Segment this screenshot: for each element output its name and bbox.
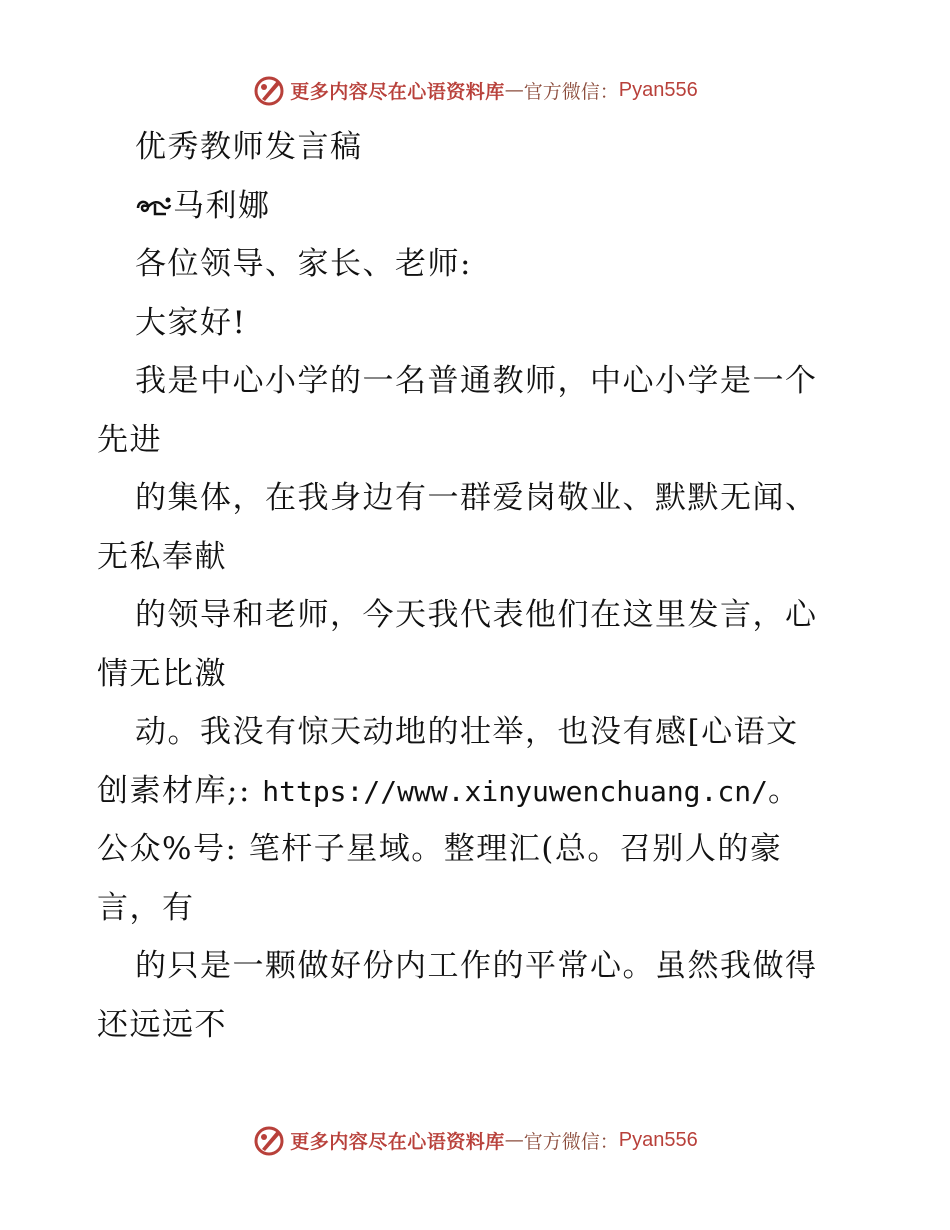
paragraph-line: 的只是一颗做好份内工作的平常心。虽然我做得 — [135, 948, 818, 984]
wechat-id: Pyan556 — [618, 1128, 698, 1151]
wechat-label: 官方微信： — [523, 1130, 619, 1153]
header-banner — [0, 70, 950, 110]
paragraph-line: 还远远不 — [97, 1006, 227, 1043]
salutation: 各位领导、家长、老师: — [135, 246, 472, 282]
paragraph-line: 的领导和老师，今天我代表他们在这里发言，心 — [135, 597, 818, 633]
document-title: 优秀教师发言稿 — [135, 129, 363, 165]
scroll-ornament-icon — [135, 192, 173, 218]
brush-pen-logo-icon — [252, 73, 286, 107]
paragraph-line: 言，有 — [97, 889, 195, 926]
paragraph-line-with-url — [97, 762, 887, 821]
banner-dash: — — [504, 79, 524, 101]
paragraph-line: 先进 — [97, 421, 162, 458]
paragraph-line: 情无比激 — [97, 655, 227, 692]
greeting: 大家好! — [135, 304, 247, 341]
banner-dash: — — [504, 1129, 524, 1151]
author-line — [97, 177, 887, 236]
footer-banner — [0, 1120, 950, 1160]
period: 。 — [767, 772, 801, 809]
banner-text: 更多内容尽在心语资料库 — [290, 80, 505, 103]
author-name: 马利娜 — [173, 187, 271, 224]
wechat-id: Pyan556 — [618, 78, 698, 101]
paragraph-line: 我是中心小学的一名普通教师，中心小学是一个 — [135, 363, 818, 399]
brush-pen-logo-icon — [252, 1123, 286, 1157]
paragraph-line: 无私奉献 — [97, 538, 227, 575]
wechat-label: 官方微信： — [523, 80, 619, 103]
paragraph-line: 公众%号: 笔杆子星域。整理汇(总。召别人的豪 — [97, 831, 783, 867]
paragraph-line: 动。我没有惊天动地的壮举，也没有感[心语文 — [135, 714, 799, 750]
document-body — [97, 118, 887, 1054]
source-url-link[interactable]: https://www.xinyuwenchuang.cn/ — [262, 774, 768, 808]
banner-text: 更多内容尽在心语资料库 — [290, 1130, 505, 1153]
paragraph-line: 的集体，在我身边有一群爱岗敬业、默默无闻、 — [135, 480, 818, 516]
source-label: 创素材库;: — [97, 772, 263, 809]
